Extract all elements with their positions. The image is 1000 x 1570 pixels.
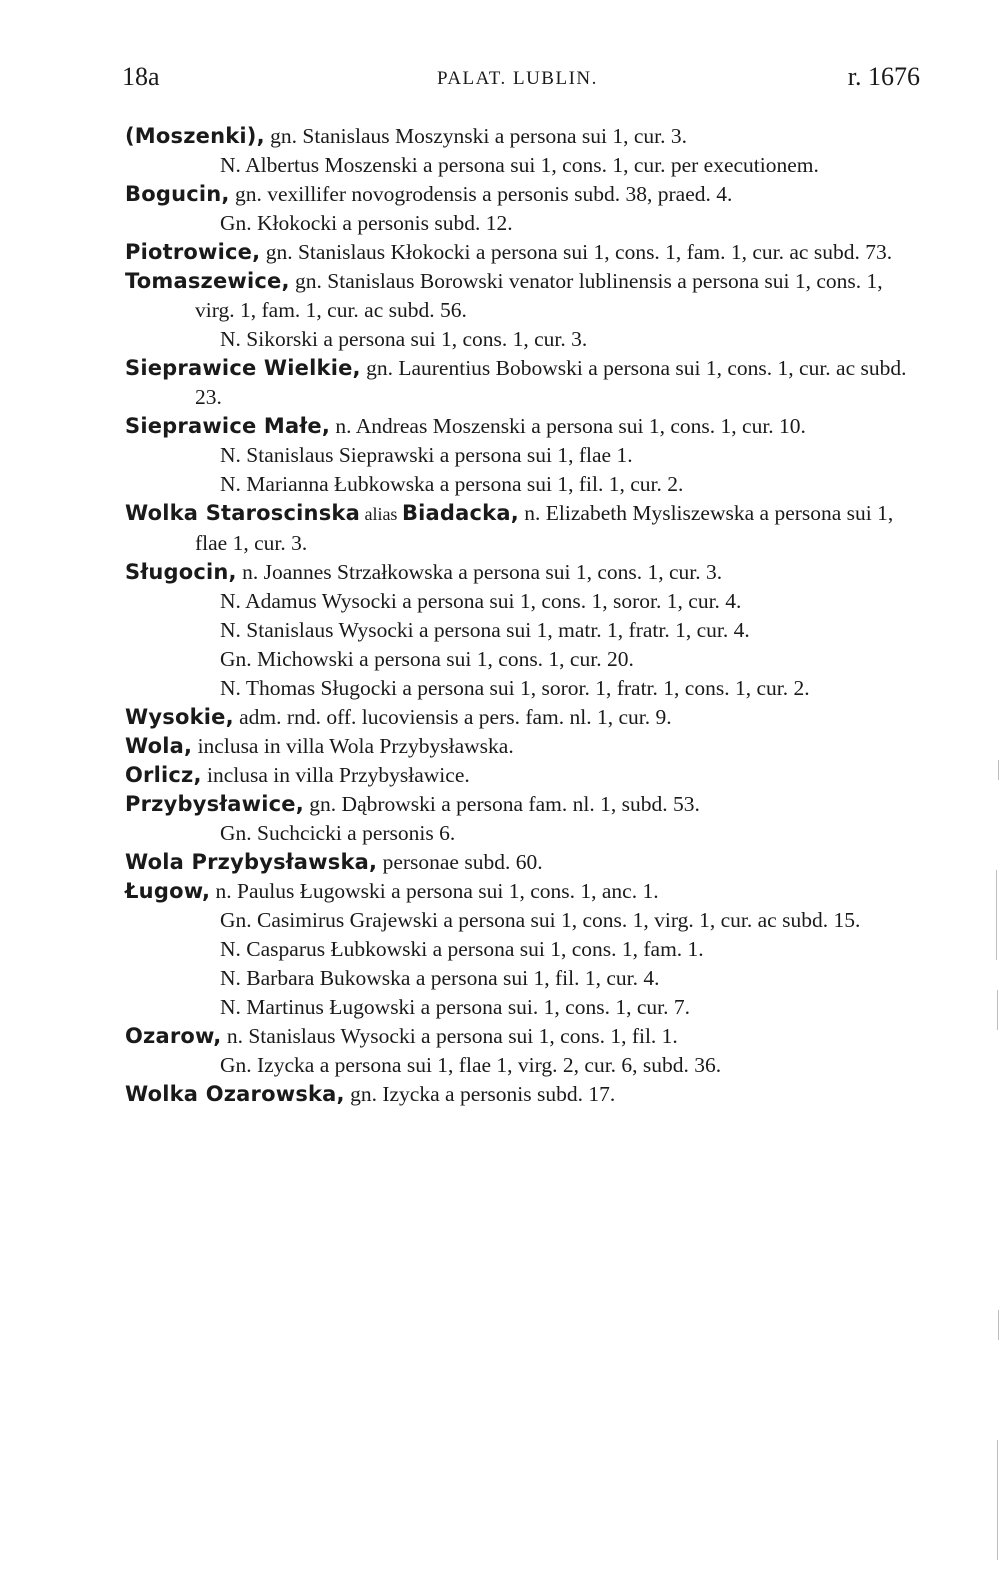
- place-name: Sługocin,: [125, 560, 237, 584]
- sub-entry: Gn. Casimirus Grajewski a persona sui 1, cons. 1, virg. 1, cur. ac subd. 15.: [220, 908, 861, 932]
- margin-line: [997, 1440, 998, 1560]
- place-name-alias: Biadacka,: [401, 501, 519, 525]
- place-name: Piotrowice,: [125, 240, 261, 264]
- entry-text: gn. vexillifer novogrodensis a personis subd. 38, praed. 4.: [229, 182, 733, 206]
- entry-text: gn. Stanislaus Borowski venator lublinensis a persona sui 1, cons. 1, virg. 1, fam. 1, cur. ac subd. 56.: [195, 269, 883, 322]
- entry: [125, 122, 925, 151]
- entry: [125, 412, 925, 441]
- entry: [125, 761, 925, 790]
- entry: [125, 499, 925, 558]
- entry-text: gn. Stanislaus Kłokocki a persona sui 1, cons. 1, fam. 1, cur. ac subd. 73.: [260, 240, 893, 264]
- sub-entry: N. Stanislaus Sieprawski a persona sui 1, flae 1.: [220, 443, 633, 467]
- place-name: Wolka Ozarowska,: [125, 1082, 345, 1106]
- entry-text: inclusa in villa Wola Przybysławska.: [192, 734, 514, 758]
- entry-text: n. Stanislaus Wysocki a persona sui 1, cons. 1, fil. 1.: [221, 1024, 678, 1048]
- entry: [125, 354, 925, 412]
- entry-text: n. Andreas Moszenski a persona sui 1, cons. 1, cur. 10.: [330, 414, 806, 438]
- sub-entry: N. Martinus Ługowski a persona sui. 1, cons. 1, cur. 7.: [220, 995, 690, 1019]
- entry: [125, 1022, 925, 1051]
- entry: [125, 848, 925, 877]
- entry-text: gn. Laurentius Bobowski a persona sui 1, cons. 1, cur. ac subd. 23.: [195, 356, 907, 409]
- margin-line: [996, 870, 997, 960]
- entry: [125, 1080, 925, 1109]
- entry-text: n. Elizabeth Mysliszewska a persona sui 1, flae 1, cur. 3.: [195, 501, 894, 555]
- place-name: Sieprawice Wielkie,: [125, 356, 361, 380]
- place-name: Ługow,: [125, 879, 211, 903]
- running-title: PALAT. LUBLIN.: [437, 68, 598, 89]
- entry: [125, 180, 925, 209]
- place-name: Bogucin,: [125, 182, 230, 206]
- sub-entry: N. Barbara Bukowska a persona sui 1, fil. 1, cur. 4.: [220, 966, 660, 990]
- entry-text: n. Paulus Ługowski a persona sui 1, cons. 1, anc. 1.: [210, 879, 659, 903]
- entry: [125, 732, 925, 761]
- sub-entry: N. Stanislaus Wysocki a persona sui 1, matr. 1, fratr. 1, cur. 4.: [220, 618, 750, 642]
- entry-text: adm. rnd. off. lucoviensis a pers. fam. nl. 1, cur. 9.: [233, 705, 672, 729]
- place-name: Wola,: [125, 734, 193, 758]
- sub-entry: Gn. Izycka a persona sui 1, flae 1, virg. 2, cur. 6, subd. 36.: [220, 1053, 722, 1077]
- sub-entry: N. Adamus Wysocki a persona sui 1, cons. 1, soror. 1, cur. 4.: [220, 589, 742, 613]
- entry-text: gn. Stanislaus Moszynski a persona sui 1, cur. 3.: [264, 124, 687, 148]
- sub-entry: Gn. Suchcicki a personis 6.: [220, 821, 456, 845]
- place-name: Tomaszewice,: [125, 269, 290, 293]
- margin-line: [998, 1310, 999, 1340]
- entry-text: inclusa in villa Przybysławice.: [201, 763, 470, 787]
- entry: [125, 267, 925, 325]
- place-name: Sieprawice Małe,: [125, 414, 331, 438]
- entry: [125, 790, 925, 819]
- place-name: (Moszenki),: [125, 124, 265, 148]
- place-name: Przybysławice,: [125, 792, 304, 816]
- sub-entry: Gn. Kłokocki a personis subd. 12.: [220, 211, 513, 235]
- margin-line: [997, 990, 998, 1030]
- alias-word: alias: [359, 504, 402, 524]
- page-header: [122, 62, 920, 96]
- margin-line: [998, 760, 999, 780]
- entry-text: gn. Dąbrowski a persona fam. nl. 1, subd. 53.: [303, 792, 700, 816]
- entry: [125, 558, 925, 587]
- sub-entry: N. Marianna Łubkowska a persona sui 1, fil. 1, cur. 2.: [220, 472, 684, 496]
- entry-list: [125, 122, 925, 1109]
- entry-text: gn. Izycka a personis subd. 17.: [344, 1082, 616, 1106]
- place-name: Orlicz,: [125, 763, 202, 787]
- year-label: r. 1676: [847, 62, 920, 91]
- place-name: Wola Przybysławska,: [125, 850, 378, 874]
- sub-entry: N. Sikorski a persona sui 1, cons. 1, cur. 3.: [220, 327, 588, 351]
- entry: [125, 703, 925, 732]
- entry: [125, 238, 925, 267]
- entry: [125, 877, 925, 906]
- place-name: Wysokie,: [125, 705, 234, 729]
- entry-text: n. Joannes Strzałkowska a persona sui 1, cons. 1, cur. 3.: [236, 560, 723, 584]
- sub-entry: N. Thomas Sługocki a persona sui 1, soror. 1, fratr. 1, cons. 1, cur. 2.: [220, 676, 810, 700]
- place-name: Wolka Staroscinska: [125, 501, 360, 525]
- sub-entry: Gn. Michowski a persona sui 1, cons. 1, cur. 20.: [220, 647, 634, 671]
- sub-entry: N. Albertus Moszenski a persona sui 1, cons. 1, cur. per executionem.: [220, 153, 819, 177]
- entry-text: personae subd. 60.: [377, 850, 543, 874]
- page-number: 18a: [122, 62, 160, 91]
- sub-entry: N. Casparus Łubkowski a persona sui 1, cons. 1, fam. 1.: [220, 937, 704, 961]
- place-name: Ozarow,: [125, 1024, 222, 1048]
